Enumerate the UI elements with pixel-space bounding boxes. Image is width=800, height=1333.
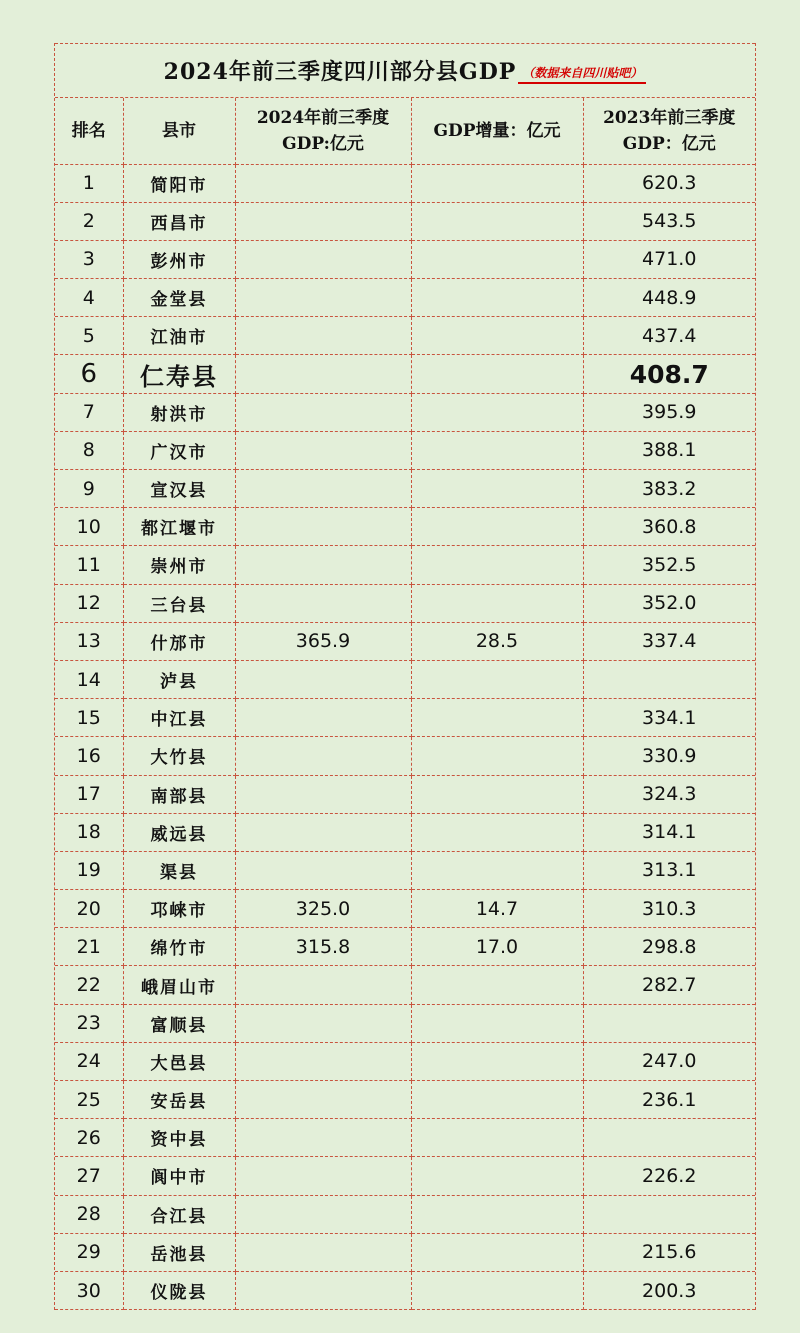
rank-cell: 9 <box>55 470 123 508</box>
increase-cell <box>411 202 583 240</box>
increase-cell: 17.0 <box>411 928 583 966</box>
table-row <box>55 393 755 431</box>
gdp-2023-cell <box>583 1119 755 1157</box>
gdp-2024-cell <box>235 470 411 508</box>
table-row <box>55 699 755 737</box>
gdp-2024-cell <box>235 279 411 317</box>
table-row <box>55 1042 755 1080</box>
county-name-cell: 绵竹市 <box>123 928 235 966</box>
county-name-cell: 仁寿县 <box>123 355 235 393</box>
table-row <box>55 966 755 1004</box>
increase-cell <box>411 1233 583 1271</box>
gdp-2024-cell <box>235 584 411 622</box>
rank-cell: 5 <box>55 317 123 355</box>
table-row <box>55 470 755 508</box>
county-name-cell: 大邑县 <box>123 1042 235 1080</box>
increase-cell <box>411 470 583 508</box>
gdp-2024-cell <box>235 737 411 775</box>
increase-cell <box>411 851 583 889</box>
rank-cell: 29 <box>55 1233 123 1271</box>
header-gdp-2024: 2024年前三季度 GDP:亿元 <box>235 98 411 164</box>
county-name-cell: 威远县 <box>123 813 235 851</box>
increase-cell <box>411 813 583 851</box>
gdp-2024-cell <box>235 393 411 431</box>
county-name-cell: 西昌市 <box>123 202 235 240</box>
gdp-2024-cell <box>235 546 411 584</box>
rank-cell: 1 <box>55 164 123 202</box>
gdp-2023-cell: 408.7 <box>583 355 755 393</box>
increase-cell <box>411 164 583 202</box>
gdp-2023-cell: 298.8 <box>583 928 755 966</box>
rank-cell: 19 <box>55 851 123 889</box>
increase-cell <box>411 317 583 355</box>
increase-cell <box>411 660 583 698</box>
table-row <box>55 202 755 240</box>
increase-cell <box>411 1004 583 1042</box>
gdp-2023-cell: 395.9 <box>583 393 755 431</box>
rank-cell: 2 <box>55 202 123 240</box>
title-row <box>55 43 755 98</box>
gdp-2024-cell <box>235 1081 411 1119</box>
rank-cell: 15 <box>55 699 123 737</box>
gdp-2024-cell <box>235 1119 411 1157</box>
rank-cell: 7 <box>55 393 123 431</box>
gdp-2024-cell <box>235 240 411 278</box>
county-name-cell: 峨眉山市 <box>123 966 235 1004</box>
gdp-2024-cell: 365.9 <box>235 622 411 660</box>
table-row <box>55 851 755 889</box>
county-name-cell: 南部县 <box>123 775 235 813</box>
table-row <box>55 1119 755 1157</box>
county-name-cell: 中江县 <box>123 699 235 737</box>
gdp-2024-cell <box>235 1157 411 1195</box>
county-name-cell: 简阳市 <box>123 164 235 202</box>
county-name-cell: 金堂县 <box>123 279 235 317</box>
increase-cell <box>411 240 583 278</box>
increase-cell <box>411 546 583 584</box>
gdp-2023-cell: 324.3 <box>583 775 755 813</box>
gdp-2023-cell <box>583 1004 755 1042</box>
increase-cell <box>411 393 583 431</box>
county-name-cell: 合江县 <box>123 1195 235 1233</box>
county-name-cell: 富顺县 <box>123 1004 235 1042</box>
table-row <box>55 317 755 355</box>
rank-cell: 26 <box>55 1119 123 1157</box>
gdp-2023-cell: 360.8 <box>583 508 755 546</box>
county-name-cell: 崇州市 <box>123 546 235 584</box>
header-row <box>55 98 755 164</box>
gdp-2024-cell <box>235 775 411 813</box>
county-name-cell: 邛崃市 <box>123 890 235 928</box>
gdp-2024-cell <box>235 1195 411 1233</box>
gdp-2023-cell: 352.0 <box>583 584 755 622</box>
increase-cell <box>411 279 583 317</box>
county-name-cell: 三台县 <box>123 584 235 622</box>
gdp-2023-cell: 337.4 <box>583 622 755 660</box>
rank-cell: 30 <box>55 1271 123 1309</box>
gdp-2023-cell <box>583 1195 755 1233</box>
gdp-2024-cell <box>235 699 411 737</box>
increase-cell <box>411 355 583 393</box>
rank-cell: 24 <box>55 1042 123 1080</box>
rank-cell: 18 <box>55 813 123 851</box>
gdp-2024-cell <box>235 813 411 851</box>
page-title: 2024年前三季度四川部分县GDP <box>163 59 517 85</box>
header-gdp-2023: 2023年前三季度 GDP：亿元 <box>583 98 755 164</box>
gdp-table <box>55 98 755 1310</box>
gdp-2024-cell <box>235 317 411 355</box>
table-row <box>55 928 755 966</box>
table-row <box>55 1195 755 1233</box>
gdp-2024-cell <box>235 431 411 469</box>
header-county: 县市 <box>123 98 235 164</box>
table-row <box>55 546 755 584</box>
increase-cell <box>411 1157 583 1195</box>
increase-cell <box>411 775 583 813</box>
gdp-2024-cell <box>235 355 411 393</box>
county-name-cell: 大竹县 <box>123 737 235 775</box>
increase-cell <box>411 1195 583 1233</box>
table-row <box>55 622 755 660</box>
gdp-2023-cell: 215.6 <box>583 1233 755 1271</box>
table-row <box>55 890 755 928</box>
increase-cell: 14.7 <box>411 890 583 928</box>
gdp-2024-cell <box>235 660 411 698</box>
gdp-2023-cell: 282.7 <box>583 966 755 1004</box>
gdp-2023-cell: 330.9 <box>583 737 755 775</box>
county-name-cell: 宣汉县 <box>123 470 235 508</box>
gdp-2023-cell: 620.3 <box>583 164 755 202</box>
gdp-2024-cell: 315.8 <box>235 928 411 966</box>
increase-cell <box>411 1119 583 1157</box>
gdp-2023-cell: 471.0 <box>583 240 755 278</box>
gdp-2023-cell: 200.3 <box>583 1271 755 1309</box>
gdp-table-sheet <box>54 43 756 1310</box>
gdp-2024-cell <box>235 164 411 202</box>
table-row <box>55 775 755 813</box>
table-row <box>55 1004 755 1042</box>
county-name-cell: 岳池县 <box>123 1233 235 1271</box>
table-row <box>55 240 755 278</box>
gdp-2023-cell: 352.5 <box>583 546 755 584</box>
gdp-2024-cell <box>235 1004 411 1042</box>
gdp-2023-cell <box>583 660 755 698</box>
increase-cell <box>411 508 583 546</box>
table-row <box>55 813 755 851</box>
rank-cell: 11 <box>55 546 123 584</box>
gdp-2023-cell: 383.2 <box>583 470 755 508</box>
table-row <box>55 1271 755 1309</box>
table-row <box>55 279 755 317</box>
rank-cell: 4 <box>55 279 123 317</box>
gdp-2024-cell <box>235 1271 411 1309</box>
increase-cell <box>411 431 583 469</box>
rank-cell: 13 <box>55 622 123 660</box>
increase-cell <box>411 737 583 775</box>
gdp-2023-cell: 247.0 <box>583 1042 755 1080</box>
county-name-cell: 江油市 <box>123 317 235 355</box>
rank-cell: 25 <box>55 1081 123 1119</box>
table-row <box>55 508 755 546</box>
table-row <box>55 355 755 393</box>
county-name-cell: 射洪市 <box>123 393 235 431</box>
gdp-2024-cell <box>235 508 411 546</box>
rank-cell: 12 <box>55 584 123 622</box>
gdp-2024-cell <box>235 1042 411 1080</box>
rank-cell: 28 <box>55 1195 123 1233</box>
rank-cell: 27 <box>55 1157 123 1195</box>
gdp-2023-cell: 334.1 <box>583 699 755 737</box>
table-row <box>55 431 755 469</box>
gdp-2023-cell: 388.1 <box>583 431 755 469</box>
rank-cell: 14 <box>55 660 123 698</box>
rank-cell: 6 <box>55 355 123 393</box>
source-note: （数据来自四川贴吧） <box>518 64 646 84</box>
rank-cell: 22 <box>55 966 123 1004</box>
table-row <box>55 1081 755 1119</box>
increase-cell <box>411 699 583 737</box>
increase-cell <box>411 584 583 622</box>
county-name-cell: 广汉市 <box>123 431 235 469</box>
county-name-cell: 阆中市 <box>123 1157 235 1195</box>
rank-cell: 10 <box>55 508 123 546</box>
county-name-cell: 什邡市 <box>123 622 235 660</box>
rank-cell: 16 <box>55 737 123 775</box>
gdp-2023-cell: 313.1 <box>583 851 755 889</box>
gdp-2023-cell: 314.1 <box>583 813 755 851</box>
gdp-2023-cell: 448.9 <box>583 279 755 317</box>
table-row <box>55 660 755 698</box>
rank-cell: 17 <box>55 775 123 813</box>
county-name-cell: 彭州市 <box>123 240 235 278</box>
gdp-2023-cell: 437.4 <box>583 317 755 355</box>
gdp-2024-cell <box>235 202 411 240</box>
gdp-2024-cell: 325.0 <box>235 890 411 928</box>
gdp-2023-cell: 543.5 <box>583 202 755 240</box>
gdp-2024-cell <box>235 1233 411 1271</box>
increase-cell <box>411 1081 583 1119</box>
table-row <box>55 1233 755 1271</box>
table-row <box>55 164 755 202</box>
header-rank: 排名 <box>55 98 123 164</box>
rank-cell: 3 <box>55 240 123 278</box>
rank-cell: 20 <box>55 890 123 928</box>
gdp-2024-cell <box>235 851 411 889</box>
gdp-2023-cell: 226.2 <box>583 1157 755 1195</box>
gdp-2023-cell: 236.1 <box>583 1081 755 1119</box>
table-row <box>55 1157 755 1195</box>
county-name-cell: 泸县 <box>123 660 235 698</box>
header-increase: GDP增量：亿元 <box>411 98 583 164</box>
county-name-cell: 资中县 <box>123 1119 235 1157</box>
table-row <box>55 737 755 775</box>
table-row <box>55 584 755 622</box>
table-body <box>55 164 755 1310</box>
rank-cell: 21 <box>55 928 123 966</box>
increase-cell <box>411 966 583 1004</box>
increase-cell <box>411 1042 583 1080</box>
county-name-cell: 安岳县 <box>123 1081 235 1119</box>
rank-cell: 23 <box>55 1004 123 1042</box>
rank-cell: 8 <box>55 431 123 469</box>
county-name-cell: 都江堰市 <box>123 508 235 546</box>
gdp-2023-cell: 310.3 <box>583 890 755 928</box>
county-name-cell: 仪陇县 <box>123 1271 235 1309</box>
county-name-cell: 渠县 <box>123 851 235 889</box>
increase-cell <box>411 1271 583 1309</box>
increase-cell: 28.5 <box>411 622 583 660</box>
gdp-2024-cell <box>235 966 411 1004</box>
